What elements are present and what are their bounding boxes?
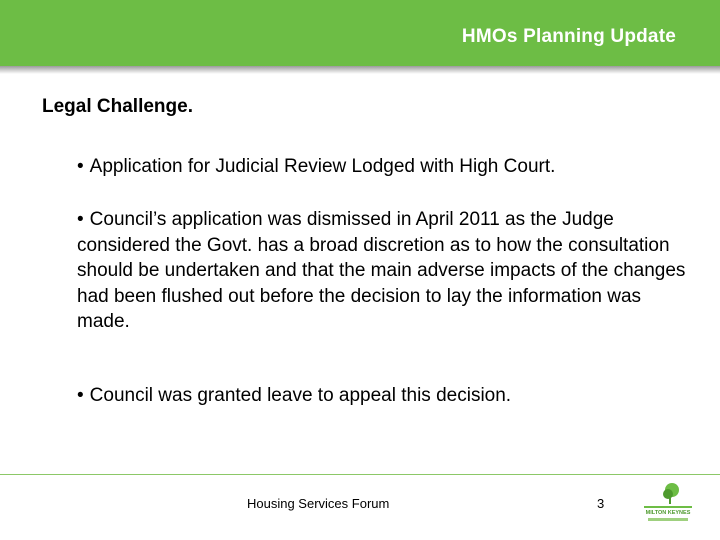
bullet-glyph: • <box>77 156 84 177</box>
bullet-glyph: • <box>77 209 84 230</box>
bullet-glyph: • <box>77 385 84 406</box>
header-bar <box>0 0 720 66</box>
bullet-item <box>77 154 697 180</box>
bullet-item <box>77 207 697 335</box>
milton-keynes-council-logo-icon <box>638 480 698 526</box>
bullet-text: Council was granted leave to appeal this decision. <box>89 385 512 406</box>
bullet-text: Application for Judicial Review Lodged with High Court. <box>89 156 556 177</box>
footer-text: Housing Services Forum <box>247 496 390 511</box>
presentation-title: HMOs Planning Update <box>461 26 676 47</box>
page-number: 3 <box>597 496 605 511</box>
logo-text: MILTON KEYNES <box>645 510 691 516</box>
header-divider <box>0 66 720 74</box>
footer-divider <box>0 474 720 475</box>
slide-heading: Legal Challenge. <box>42 96 193 117</box>
bullet-text: Council’s application was dismissed in April 2011 as the Judge considered the Govt. has a broad discretion as to how the consultation should be undertaken and that the main adverse impacts of the changes had been flushed out before the decision to lay the information was made. <box>77 209 686 332</box>
bullet-item <box>77 383 697 409</box>
